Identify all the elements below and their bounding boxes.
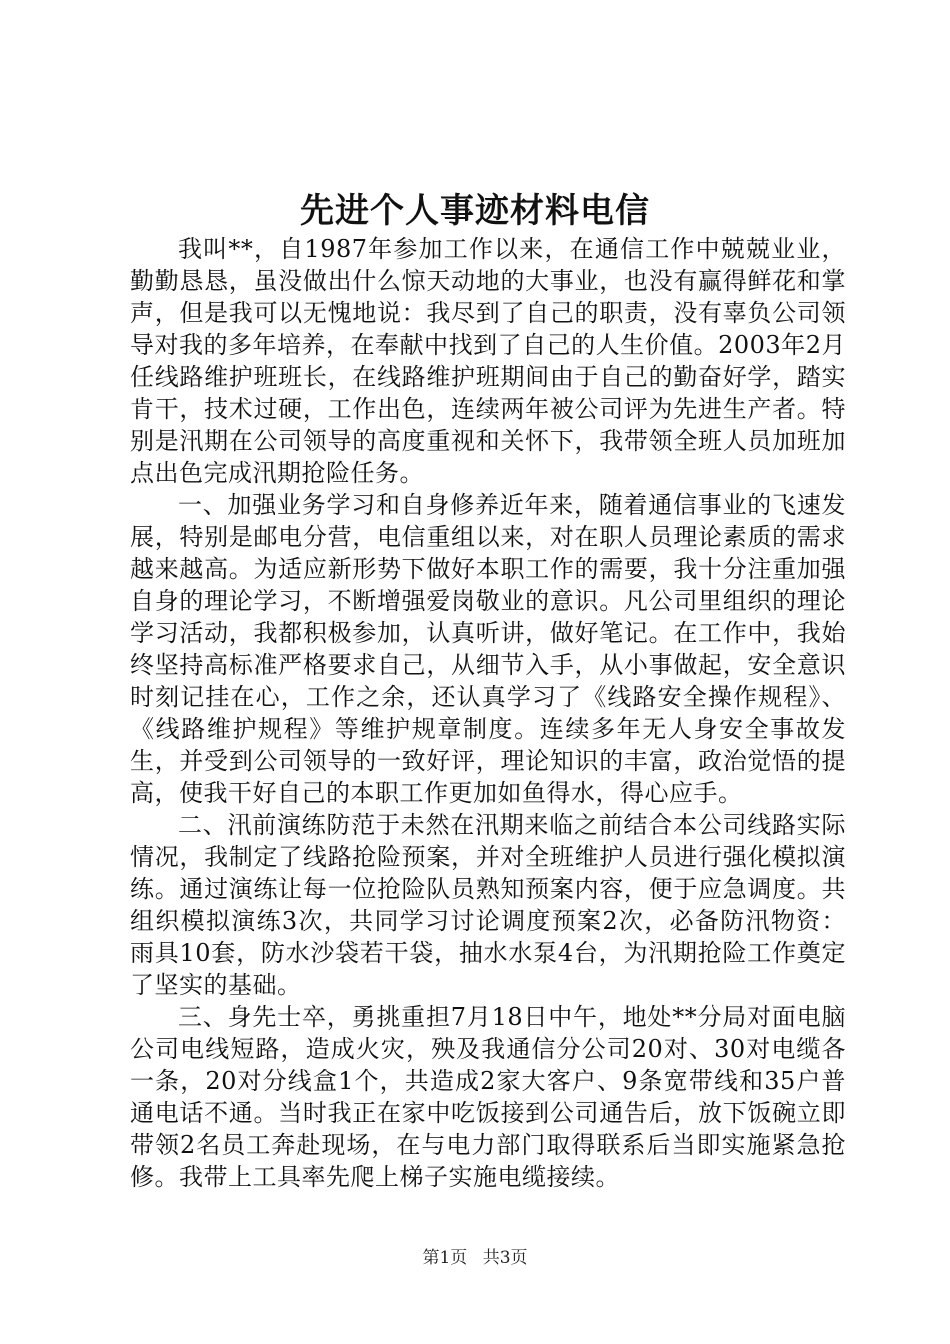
paragraph-section-1: 一、加强业务学习和自身修养近年来，随着通信事业的飞速发展，特别是邮电分营，电信重组以来，对在职人员理论素质的需求越来越高。为适应新形势下做好本职工作的需要，我十分注重加强自身的理论学习，不断增强爱岗敬业的意识。凡公司里组织的理论学习活动，我都积极参加，认真听讲，做好笔记。在工作中，我始终坚持高标准严格要求自己，从细节入手，从小事做起，安全意识时刻记挂在心，工作之余，还认真学习了《线路安全操作规程》、《线路维护规程》等维护规章制度。连续多年无人身安全事故发生，并受到公司领导的一致好评，理论知识的丰富，政治觉悟的提高，使我干好自己的本职工作更加如鱼得水，得心应手。 [130, 491, 846, 807]
page-total: 共3页 [482, 1248, 528, 1268]
page-number: 第1页 [422, 1248, 468, 1268]
document-title: 先进个人事迹材料电信 [300, 191, 650, 231]
paragraph-intro: 我叫**，自1987年参加工作以来，在通信工作中兢兢业业，勤勤恳恳，虽没做出什么惊天动地的大事业，也没有赢得鲜花和掌声，但是我可以无愧地说：我尽到了自己的职责，没有辜负公司领导对我的多年培养，在奉献中找到了自己的人生价值。2003年2月任线路维护班班长，在线路维护班期间由于自己的勤奋好学，踏实肯干，技术过硬，工作出色，连续两年被公司评为先进生产者。特别是汛期在公司领导的高度重视和关怀下，我带领全班人员加班加点出色完成汛期抢险任务。 [130, 235, 846, 487]
paragraph-section-3: 三、身先士卒，勇挑重担7月18日中午，地处**分局对面电脑公司电线短路，造成火灾，殃及我通信分公司20对、30对电缆各一条，20对分线盒1个，共造成2家大客户、9条宽带线和35户普通电话不通。当时我正在家中吃饭接到公司通告后，放下饭碗立即带领2名员工奔赴现场，在与电力部门取得联系后当即实施紧急抢修。我带上工具率先爬上梯子实施电缆接续。 [130, 1003, 846, 1191]
document-body [130, 233, 846, 1193]
paragraph-section-2: 二、汛前演练防范于未然在汛期来临之前结合本公司线路实际情况，我制定了线路抢险预案，并对全班维护人员进行强化模拟演练。通过演练让每一位抢险队员熟知预案内容，便于应急调度。共组织模拟演练3次，共同学习讨论调度预案2次，必备防汛物资：雨具10套，防水沙袋若干袋，抽水水泵4台，为汛期抢险工作奠定了坚实的基础。 [130, 811, 846, 999]
page-footer [0, 1243, 950, 1268]
